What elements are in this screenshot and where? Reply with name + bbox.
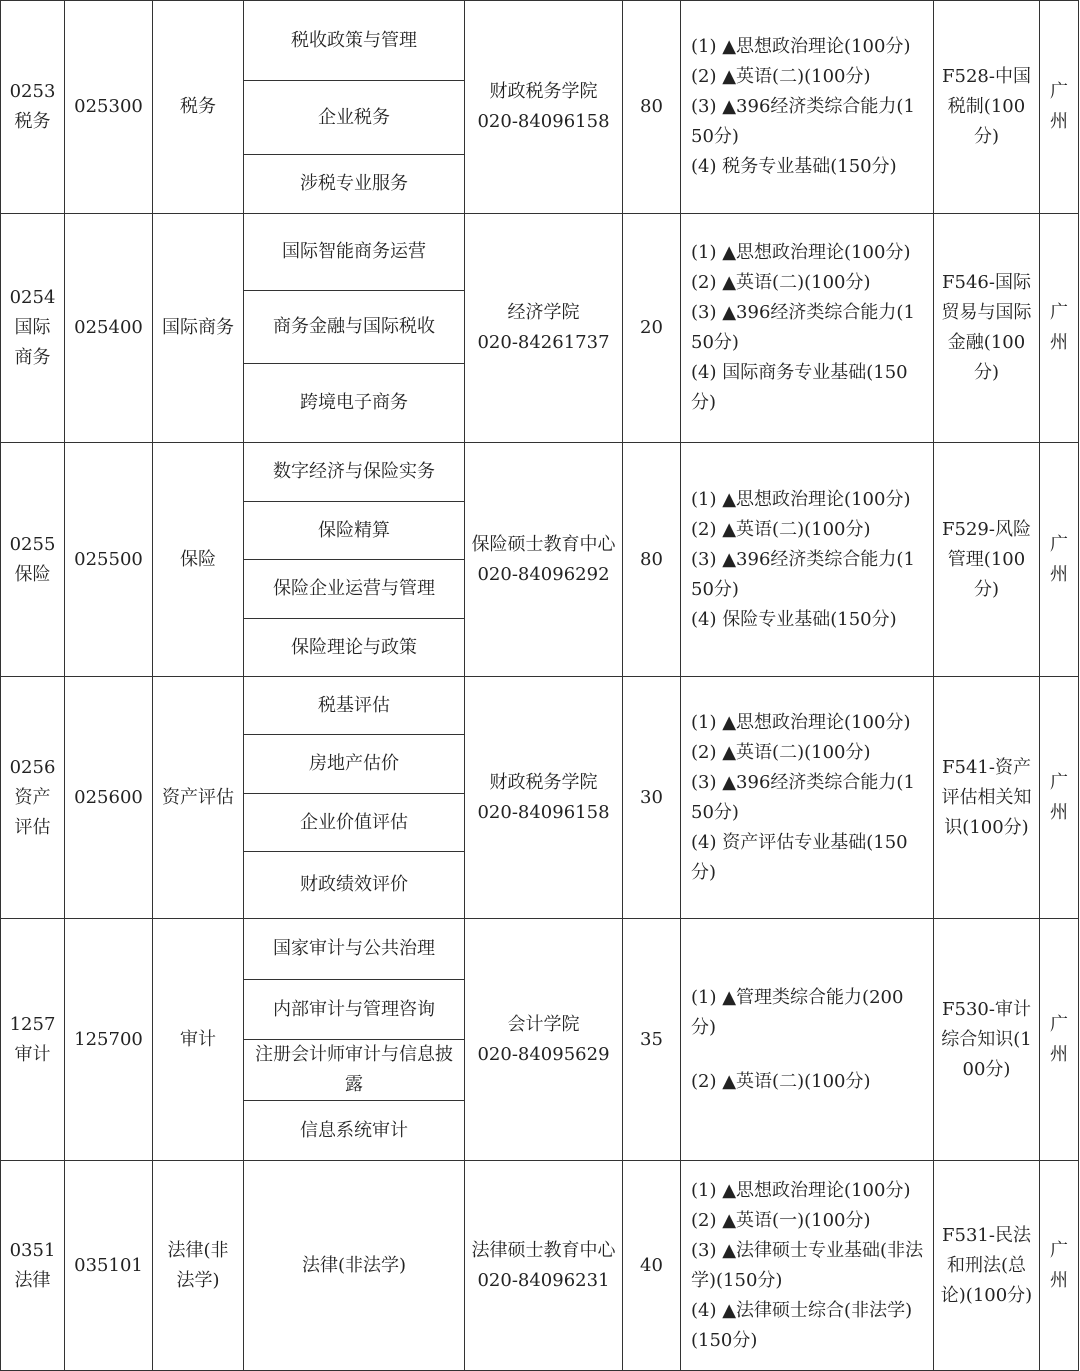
exam-item: (2) ▲英语(二)(100分) <box>691 66 871 87</box>
direction-cell: 保险精算 <box>244 502 465 560</box>
exam-item: (1) ▲思想政治理论(100分) <box>691 711 911 733</box>
direction-cell: 房地产估价 <box>244 735 465 794</box>
direction-cell: 商务金融与国际税收 <box>244 291 465 364</box>
major-cell: 0253 税务 <box>1 1 65 214</box>
code-cell: 025400 <box>65 214 153 443</box>
direction-cell: 注册会计师审计与信息披露 <box>244 1040 465 1101</box>
college-cell: 财政税务学院 020-84096158 <box>465 1 623 214</box>
exam-item: (2) ▲英语(二)(100分) <box>691 1070 871 1092</box>
code-cell: 025500 <box>65 443 153 677</box>
exam-item: (2) ▲英语(二)(100分) <box>691 741 871 763</box>
direction-cell: 国家审计与公共治理 <box>244 919 465 980</box>
retest-cell: F531-民法和刑法(总论)(100分) <box>934 1161 1040 1371</box>
exam-item: (2) ▲英语(二)(100分) <box>691 518 871 540</box>
city-cell: 广州 <box>1040 443 1079 677</box>
exam-cell <box>681 1161 934 1371</box>
exam-item: (4) 税务专业基础(150分) <box>691 156 897 177</box>
exam-cell <box>681 214 934 443</box>
quota-cell: 30 <box>623 677 681 919</box>
college-cell: 法律硕士教育中心 020-84096231 <box>465 1161 623 1371</box>
exam-item: (3) ▲法律硕士专业基础(非法学)(150分) <box>691 1239 924 1291</box>
exam-item: (4) 保险专业基础(150分) <box>691 608 897 630</box>
direction-cell: 法律(非法学) <box>244 1161 465 1371</box>
direction-cell: 信息系统审计 <box>244 1101 465 1161</box>
retest-cell: F528-中国税制(100分) <box>934 1 1040 214</box>
exam-cell <box>681 443 934 677</box>
exam-item: (1) ▲管理类综合能力(200分) <box>691 986 904 1038</box>
table-row <box>1 1161 1079 1371</box>
direction-cell: 跨境电子商务 <box>244 364 465 443</box>
retest-cell: F546-国际贸易与国际金融(100分) <box>934 214 1040 443</box>
exam-item: (1) ▲思想政治理论(100分) <box>691 1179 911 1201</box>
major-cell: 0255 保险 <box>1 443 65 677</box>
name-cell: 国际商务 <box>153 214 244 443</box>
retest-cell: F541-资产评估相关知识(100分) <box>934 677 1040 919</box>
major-cell: 0254 国际 商务 <box>1 214 65 443</box>
exam-item: (4) 国际商务专业基础(150分) <box>691 362 908 413</box>
name-cell: 资产评估 <box>153 677 244 919</box>
exam-item: (3) ▲396经济类综合能力(150分) <box>691 96 915 147</box>
direction-cell: 国际智能商务运营 <box>244 214 465 291</box>
table-row <box>1 443 1079 502</box>
college-cell: 财政税务学院 020-84096158 <box>465 677 623 919</box>
quota-cell: 20 <box>623 214 681 443</box>
exam-cell <box>681 1 934 214</box>
retest-cell: F529-风险管理(100分) <box>934 443 1040 677</box>
code-cell: 025600 <box>65 677 153 919</box>
city-cell: 广州 <box>1040 1161 1079 1371</box>
direction-cell: 保险企业运营与管理 <box>244 560 465 619</box>
college-cell: 会计学院 020-84095629 <box>465 919 623 1161</box>
name-cell: 法律(非法学) <box>153 1161 244 1371</box>
exam-item: (2) ▲英语(一)(100分) <box>691 1209 871 1231</box>
quota-cell: 40 <box>623 1161 681 1371</box>
college-cell: 保险硕士教育中心 020-84096292 <box>465 443 623 677</box>
quota-cell: 80 <box>623 443 681 677</box>
direction-cell: 企业税务 <box>244 81 465 155</box>
major-cell: 1257 审计 <box>1 919 65 1161</box>
exam-item: (3) ▲396经济类综合能力(150分) <box>691 771 915 823</box>
retest-cell: F530-审计综合知识(100分) <box>934 919 1040 1161</box>
direction-cell: 税收政策与管理 <box>244 1 465 81</box>
exam-item: (4) 资产评估专业基础(150分) <box>691 831 908 883</box>
direction-cell: 涉税专业服务 <box>244 155 465 214</box>
exam-item: (1) ▲思想政治理论(100分) <box>691 242 911 263</box>
exam-item: (2) ▲英语(二)(100分) <box>691 272 871 293</box>
code-cell: 125700 <box>65 919 153 1161</box>
exam-item: (3) ▲396经济类综合能力(150分) <box>691 548 915 600</box>
city-cell: 广州 <box>1040 919 1079 1161</box>
direction-cell: 税基评估 <box>244 677 465 735</box>
code-cell: 025300 <box>65 1 153 214</box>
exam-item: (1) ▲思想政治理论(100分) <box>691 36 911 57</box>
code-cell: 035101 <box>65 1161 153 1371</box>
direction-cell: 财政绩效评价 <box>244 852 465 919</box>
exam-cell <box>681 677 934 919</box>
city-cell: 广州 <box>1040 1 1079 214</box>
city-cell: 广州 <box>1040 677 1079 919</box>
direction-cell: 内部审计与管理咨询 <box>244 980 465 1040</box>
name-cell: 税务 <box>153 1 244 214</box>
exam-cell <box>681 919 934 1161</box>
direction-cell: 企业价值评估 <box>244 794 465 852</box>
name-cell: 保险 <box>153 443 244 677</box>
exam-item: (3) ▲396经济类综合能力(150分) <box>691 302 915 353</box>
exam-item: (4) ▲法律硕士综合(非法学)(150分) <box>691 1299 913 1351</box>
quota-cell: 35 <box>623 919 681 1161</box>
quota-cell: 80 <box>623 1 681 214</box>
direction-cell: 数字经济与保险实务 <box>244 443 465 502</box>
college-cell: 经济学院 020-84261737 <box>465 214 623 443</box>
major-cell: 0256 资产 评估 <box>1 677 65 919</box>
city-cell: 广州 <box>1040 214 1079 443</box>
major-cell: 0351 法律 <box>1 1161 65 1371</box>
name-cell: 审计 <box>153 919 244 1161</box>
table-row <box>1 214 1079 291</box>
table-row <box>1 919 1079 980</box>
table-row <box>1 677 1079 735</box>
table-row <box>1 1 1079 81</box>
direction-cell: 保险理论与政策 <box>244 619 465 677</box>
exam-item: (1) ▲思想政治理论(100分) <box>691 488 911 510</box>
